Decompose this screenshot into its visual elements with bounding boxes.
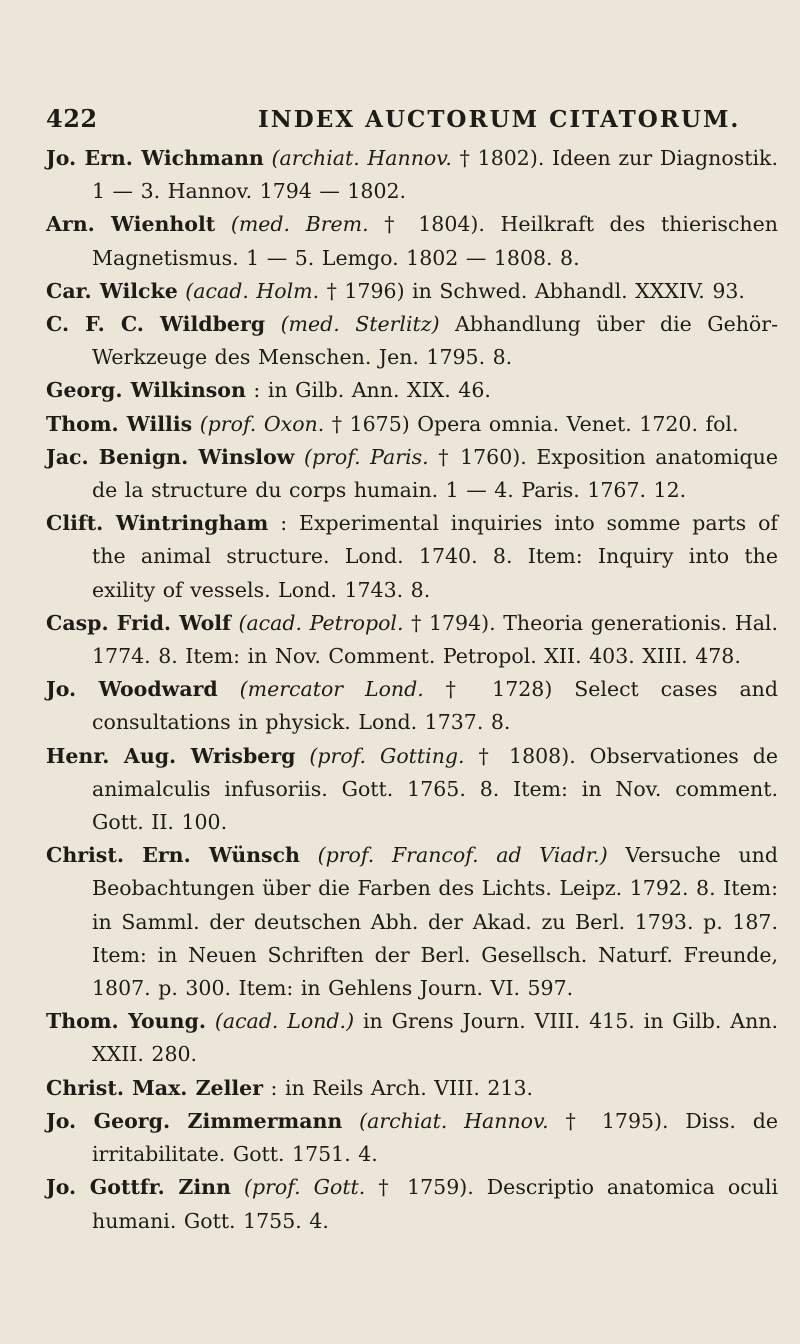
author-name: Thom. Young. (46, 1009, 206, 1034)
author-affiliation: (archiat. Hannov. (359, 1108, 549, 1133)
index-entry (46, 607, 778, 673)
index-entry (46, 275, 778, 308)
author-name: Christ. Max. Zeller (46, 1075, 263, 1100)
index-entry (46, 1005, 778, 1071)
index-entry (46, 839, 778, 1005)
author-name: Christ. Ern. Wünsch (46, 843, 300, 868)
citation-text: : Experimental inquiries into somme parts of the animal structure. Lond. 1740. 8. Item: Inquiry into the exility of vessels. Lond. 1743. 8. (92, 511, 778, 602)
citation-text: in Grens Journ. VIII. 415. in Gilb. Ann. XXII. 280. (92, 1009, 778, 1067)
author-name: Henr. Aug. Wrisberg (46, 743, 296, 768)
author-name: Arn. Wienholt (46, 212, 216, 237)
author-affiliation: (archiat. Hannov. (271, 146, 452, 170)
author-affiliation: (med. Sterlitz) (280, 312, 440, 337)
author-name: Thom. Willis (46, 411, 193, 436)
index-entry (46, 308, 778, 374)
author-affiliation: (prof. Gott. (243, 1175, 366, 1200)
author-name: Casp. Frid. Wolf (46, 610, 231, 635)
citation-text: : in Gilb. Ann. XIX. 46. (245, 378, 491, 403)
author-name: Clift. Wintringham (46, 511, 269, 536)
citation-text: † 1795). Diss. de irritabilitate. Gott. 1751. 4. (92, 1108, 778, 1167)
citation-text: : in Reils Arch. VIII. 213. (263, 1075, 534, 1100)
author-affiliation: (prof. Francof. ad Viadr.) (317, 843, 608, 868)
citation-text: † 1802). Ideen zur Diagnostik. 1 — 3. Hannov. 1794 — 1802. (92, 146, 778, 204)
citation-text: † 1804). Heilkraft des thierischen Magnetismus. 1 — 5. Lemgo. 1802 — 1808. 8. (92, 212, 778, 270)
index-entry (46, 208, 778, 274)
author-name: Jo. Woodward (46, 677, 218, 702)
citation-text: † 1796) in Schwed. Abhandl. XXXIV. 93. (319, 278, 745, 303)
index-entry (46, 1072, 778, 1105)
author-affiliation: (prof. Paris. (303, 444, 429, 469)
index-entry (46, 1171, 778, 1237)
index-entry (46, 408, 778, 441)
author-affiliation: (acad. Lond.) (214, 1009, 355, 1034)
author-name: Jo. Georg. Zimmermann (46, 1108, 343, 1133)
author-affiliation: (prof. Gotting. (309, 743, 465, 768)
citation-text: † 1675) Opera omnia. Venet. 1720. fol. (324, 411, 739, 436)
index-entry (46, 673, 778, 739)
index-entry (46, 740, 778, 840)
index-entry (46, 507, 778, 607)
author-affiliation: (acad. Petropol. (238, 610, 404, 635)
citation-text: † 1808). Observationes de animalculis infusoriis. Gott. 1765. 8. Item: in Nov. comment. Gott. II. 100. (92, 743, 778, 835)
author-name: Car. Wilcke (46, 278, 178, 303)
citation-text: † 1794). Theoria generationis. Hal. 1774. 8. Item: in Nov. Comment. Petropol. XII. 403. XIII. 478. (92, 610, 778, 669)
citation-text: † 1760). Exposition anatomique de la structure du corps humain. 1 — 4. Paris. 1767. 12. (92, 444, 778, 503)
author-affiliation: (mercator Lond. (239, 677, 424, 702)
author-affiliation: (prof. Oxon. (199, 411, 325, 436)
citation-text: † 1759). Descriptio anatomica oculi humani. Gott. 1755. 4. (92, 1175, 778, 1233)
author-affiliation: (acad. Holm. (185, 278, 320, 303)
citation-text: † 1728) Select cases and consultations in physick. Lond. 1737. 8. (92, 677, 778, 735)
citation-text: Abhandlung über die Gehör-Werkzeuge des Menschen. Jen. 1795. 8. (92, 312, 778, 370)
author-affiliation: (med. Brem. (230, 212, 369, 237)
running-title: INDEX AUCTORUM CITATORUM. (258, 106, 741, 133)
page-header (46, 104, 778, 140)
index-entries (46, 142, 778, 1238)
page-number: 422 (46, 104, 98, 133)
index-entry (46, 441, 778, 507)
author-name: Georg. Wilkinson (46, 378, 246, 403)
citation-text: Versuche und Beobachtungen über die Farben des Lichts. Leipz. 1792. 8. Item: in Samml. der deutschen Abh. der Akad. zu Berl. 1793. p. 187. Item: in Neuen Schriften der Berl. Gesellsch. Naturf. Freunde, 1807. p. 300. Item: in Gehlens Journ. VI. 597. (92, 843, 778, 1001)
index-entry (46, 1105, 778, 1171)
author-name: Jo. Ern. Wichmann (46, 146, 264, 170)
author-name: Jac. Benign. Winslow (46, 444, 295, 469)
index-entry (46, 374, 778, 407)
author-name: C. F. C. Wildberg (46, 312, 266, 337)
author-name: Jo. Gottfr. Zinn (46, 1175, 231, 1200)
index-entry (46, 142, 778, 208)
